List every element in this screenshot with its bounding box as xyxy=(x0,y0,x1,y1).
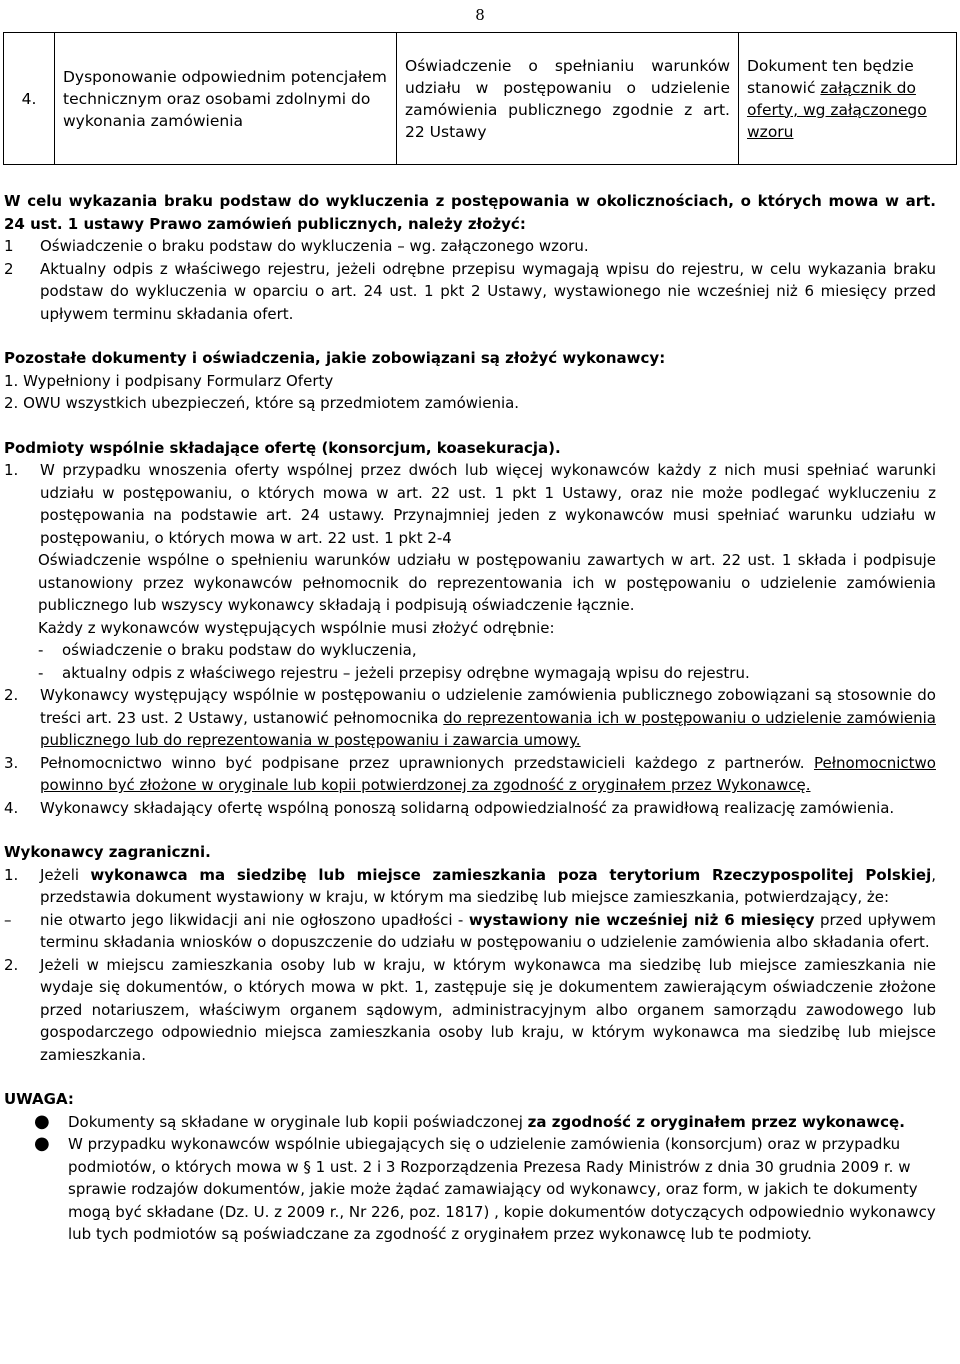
list-item: 1. Jeżeli wykonawca ma siedzibę lub miejsce zamieszkania poza terytorium Rzeczypospolitej Polskiej, przedstawia dokument wystawiony w kraju, w którym ma siedzibę lub miejsce zamieszkania, potwierdzający, że: xyxy=(4,865,936,906)
bold-text: za zgodność z oryginałem przez wykonawcę. xyxy=(527,1112,905,1131)
underlined-text: do reprezentowania ich w postępowaniu o udzielenie zamówienia publicznego lub do reprezentowania w postępowaniu i zawarcia umowy. xyxy=(40,708,936,749)
other-docs-heading: Pozostałe dokumenty i oświadczenia, jakie zobowiązani są złożyć wykonawcy: xyxy=(4,349,666,367)
list-item: 2. Jeżeli w miejscu zamieszkania osoby lub w kraju, w którym wykonawca ma siedzibę lub miejsce zamieszkania nie wydaje się dokumentów, o których mowa w pkt. 1, zastępuje się je dokumentem zawierającym oświadczenie złożone przed notariuszem, właściwym organem sądowym, administracyjnym albo organem samorządu zawodowego lub gospodarczego odpowiednio miejsca zamieszkania osoby lub kraju, w którym wykonawca ma siedzibę lub miejsce zamieszkania. xyxy=(4,954,936,1067)
required-document xyxy=(739,33,957,165)
list-item: 1. W przypadku wnoszenia oferty wspólnej przez dwóch lub więcej wykonawców każdy z nich musi spełniać warunki udziału w postępowaniu, o których mowa w art. 22 ust. 1 pkt 1 Ustawy, oraz nie może podlegać wykluczeniu z postępowania na podstawie art. 24 ustawy. Przynajmniej jeden z wykonawców musi spełniać warunku udziału w postępowaniu, o których mowa w art. 22 ust. 1 pkt 2-4 xyxy=(4,459,936,549)
list-item: 1. Wypełniony i podpisany Formularz Oferty xyxy=(4,371,334,390)
item-text: Aktualny odpis z właściwego rejestru, jeżeli odrębne przepisu wymagają wpisu do rejestru, w celu wykazania braku podstaw do wykluczenia w oparciu o art. 24 ust. 1 pkt 2 Ustawy, wystawionego nie wcześniej niż 6 miesięcy przed upływem terminu składania ofert. xyxy=(40,259,936,323)
item-number: 1 xyxy=(4,237,14,255)
item-text: Pełnomocnictwo winno być podpisane przez uprawnionych przedstawicieli każdego z partnerów. xyxy=(40,753,805,772)
bold-text: wykonawca ma siedzibę lub miejsce zamieszkania poza terytorium Rzeczypospolitej Polskiej xyxy=(90,865,932,884)
paragraph: Oświadczenie wspólne o spełnieniu warunków udziału w postępowaniu zawartych w art. 22 ust. 1 składa i podpisuje ustanowiony przez wykonawców pełnomocnik do reprezentowania ich w postępowaniu o udzielenie zamówienia publicznego lub wszyscy wykonawcy składają i podpisują oświadczenie łącznie. xyxy=(38,551,936,614)
list-item xyxy=(4,1133,936,1246)
underlined-text: Pełnomocnictwo powinno być złożone w oryginale lub kopii potwierdzonej za zgodność z oryginałem przez Wykonawcę. xyxy=(40,753,936,794)
bullet-icon: ● xyxy=(34,1133,50,1154)
item-text: Wykonawcy składający ofertę wspólną ponoszą solidarną odpowiedzialność za prawidłową realizację zamówienia. xyxy=(40,798,895,817)
list-item xyxy=(4,235,936,258)
item-text: W przypadku wykonawców wspólnie ubiegających się o udzielenie zamówienia (konsorcjum) oraz w przypadku podmiotów, o których mowa w § 1 ust. 2 i 3 Rozporządzenia Prezesa Rady Ministrów z dnia 30 grudnia 2009 r. w sprawie rodzajów dokumentów, jakie może żądać zamawiający od wykonawcy, oraz form, w jakich te dokumenty mogą być składane (Dz. U. z 2009 r., Nr 226, poz. 1817) , kopie dokumentów dotyczących odpowiednio wykonawcy lub tych podmiotów są poświadczane za zgodność z oryginałem przez wykonawcę lub te podmioty. xyxy=(68,1135,936,1243)
foreign-heading: Wykonawcy zagraniczni. xyxy=(4,843,211,861)
list-item: 3. Pełnomocnictwo winno być podpisane przez uprawnionych przedstawicieli każdego z partnerów. Pełnomocnictwo powinno być złożone w oryginale lub kopii potwierdzonej za zgodność z oryginałem przez Wykonawcę. xyxy=(4,753,936,794)
bullet-icon: ● xyxy=(34,1110,50,1132)
requirement-condition: Oświadczenie o spełnianiu warunków udziału w postępowaniu o udzielenie zamówienia publicznego zgodnie z art. 22 Ustawy xyxy=(397,33,739,165)
list-item: 2. OWU wszystkich ubezpieczeń, które są przedmiotem zamówienia. xyxy=(4,394,520,412)
consortium-heading: Podmioty wspólnie składające ofertę (konsorcjum, koasekuracja). xyxy=(4,438,561,457)
attachment-link[interactable]: załącznik do oferty, wg załączonego wzoru xyxy=(747,78,927,141)
table-row xyxy=(4,33,957,165)
item-text: W przypadku wnoszenia oferty wspólnej przez dwóch lub więcej wykonawców każdy z nich musi spełniać warunki udziału w postępowaniu, o których mowa w art. 22 ust. 1 pkt 1 Ustawy, oraz nie może podlegać wykluczeniu z postępowania na podstawie art. 24 ustawy. Przynajmniej jeden z wykonawców musi spełniać warunku udziału w postępowaniu, o których mowa w art. 22 ust. 1 pkt 2-4 xyxy=(40,461,936,547)
requirement-description: Dysponowanie odpowiednim potencjałem technicznym oraz osobami zdolnymi do wykonania zamówienia xyxy=(55,33,397,165)
item-text: aktualny odpis z właściwego rejestru – jeżeli przepisy odrębne wymagają wpisu do rejestru. xyxy=(62,663,750,682)
document-body xyxy=(4,190,936,1246)
bold-text: wystawiony nie wcześniej niż 6 miesięcy xyxy=(468,910,815,929)
list-item: – nie otwarto jego likwidacji ani nie ogłoszono upadłości - wystawiony nie wcześniej niż 6 miesięcy przed upływem terminu składania wniosków o dopuszczenie do udziału w postępowaniu o udzielenie zamówienia albo składania ofert. xyxy=(4,910,936,951)
list-item: 2. Wykonawcy występujący wspólnie w postępowaniu o udzielenie zamówienia publicznego zobowiązani są stosownie do treści art. 23 ust. 2 Ustawy, ustanowić pełnomocnika do reprezentowania ich w postępowaniu o udzielenie zamówienia publicznego lub do reprezentowania w postępowaniu i zawarcia umowy. xyxy=(4,686,936,749)
note-heading: UWAGA: xyxy=(4,1090,74,1108)
item-text: Jeżeli w miejscu zamieszkania osoby lub w kraju, w którym wykonawca ma siedzibę lub miejsce zamieszkania nie wydaje się dokumentów, o których mowa w pkt. 1, zastępuje się je dokumentem zawierającym oświadczenie złożone przed notariuszem, właściwym organem sądowym, administracyjnym albo organem samorządu zawodowego lub gospodarczego odpowiednio miejsca zamieszkania osoby lub kraju, w którym wykonawca ma siedzibę lub miejsce zamieszkania. xyxy=(40,955,936,1064)
item-text: Wykonawcy występujący wspólnie w postępowaniu o udzielenie zamówienia publicznego zobowiązani są stosownie do treści art. 23 ust. 2 Ustawy, ustanowić pełnomocnika xyxy=(40,686,936,727)
list-item xyxy=(4,258,936,326)
list-item: 4. Wykonawcy składający ofertę wspólną ponoszą solidarną odpowiedzialność za prawidłową realizację zamówienia. xyxy=(4,797,936,820)
requirements-table xyxy=(3,32,957,165)
list-item: ● Dokumenty są składane w oryginale lub kopii poświadczonej za zgodność z oryginałem przez wykonawcę. xyxy=(4,1111,936,1134)
list-item: - oświadczenie o braku podstaw do wykluczenia, xyxy=(4,639,936,662)
row-number: 4. xyxy=(4,33,55,165)
item-number: 2 xyxy=(4,259,14,278)
document-text: Dokument ten będzie stanowić xyxy=(747,56,914,97)
item-text: Oświadczenie o braku podstaw do wykluczenia – wg. załączonego wzoru. xyxy=(40,237,589,255)
exclusion-intro: W celu wykazania braku podstaw do wykluczenia z postępowania w okolicznościach, o których mowa w art. 24 ust. 1 ustawy Prawo zamówień publicznych, należy złożyć: xyxy=(4,192,936,233)
list-item: - aktualny odpis z właściwego rejestru – jeżeli przepisy odrębne wymagają wpisu do rejestru. xyxy=(4,662,936,685)
paragraph: Każdy z wykonawców występujących wspólnie musi złożyć odrębnie: xyxy=(38,618,555,637)
page-number: 8 xyxy=(475,6,485,24)
item-text: oświadczenie o braku podstaw do wykluczenia, xyxy=(62,641,417,659)
